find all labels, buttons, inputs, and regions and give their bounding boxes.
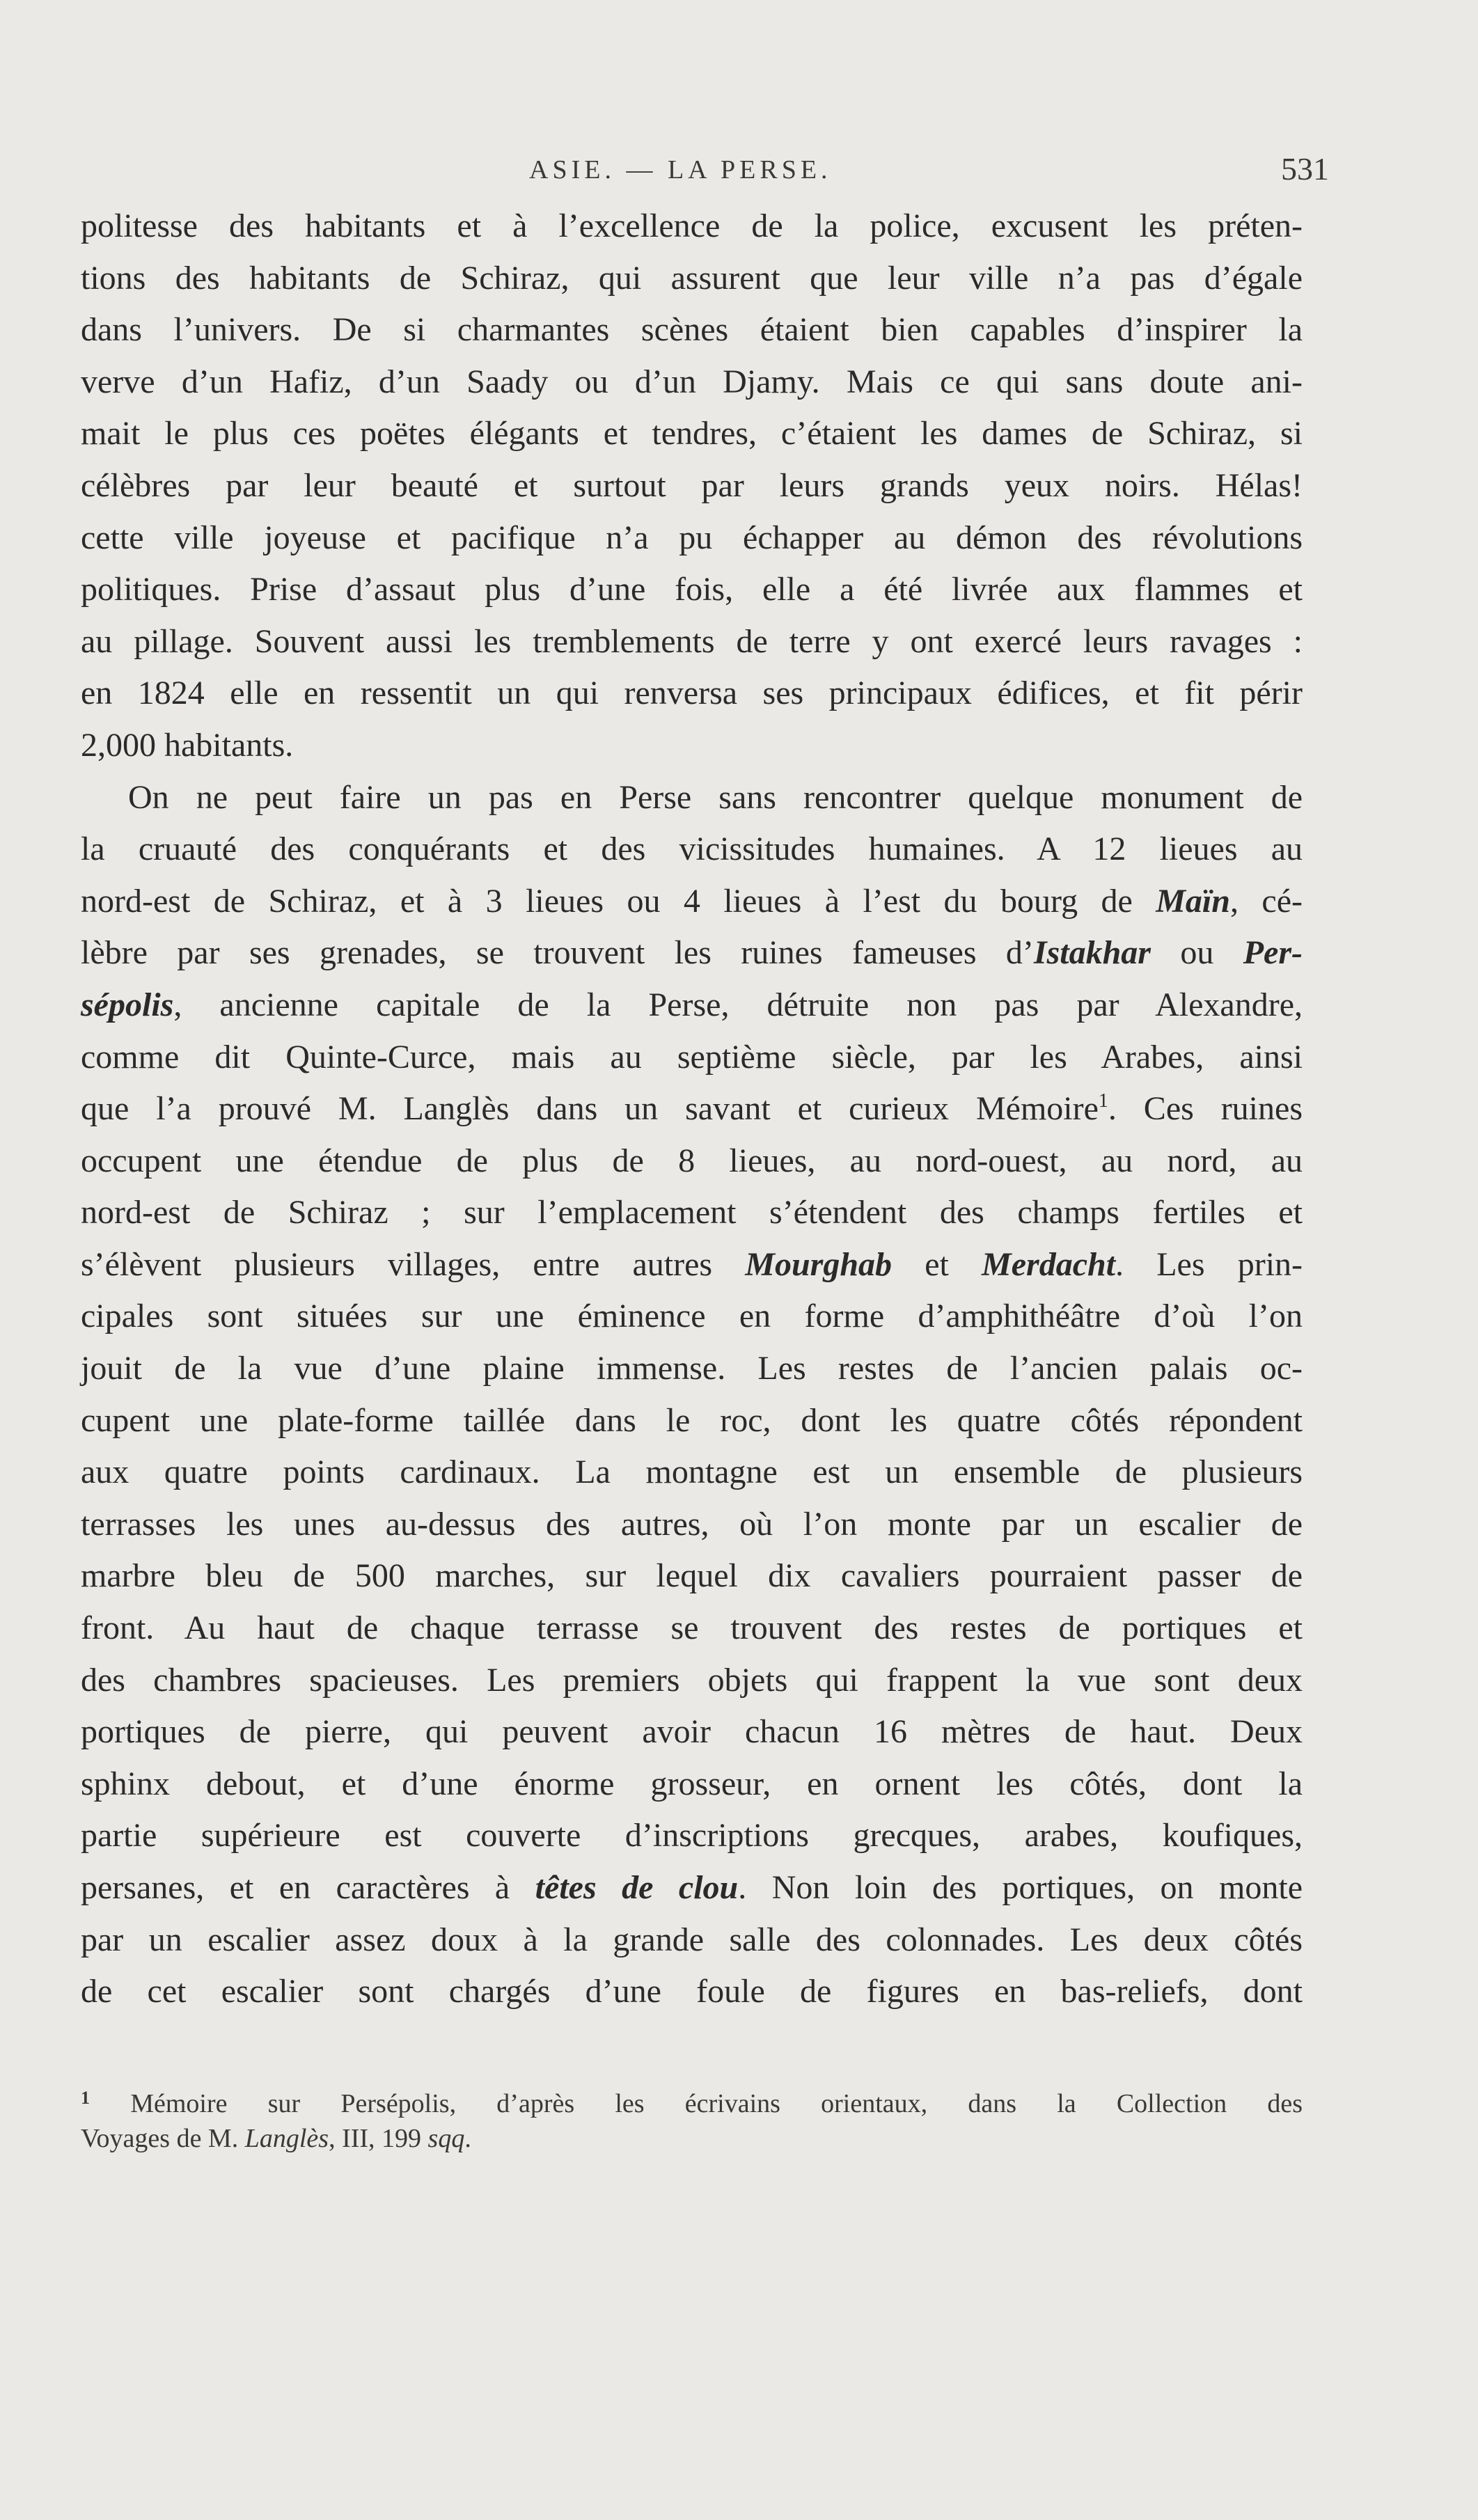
text-line: des chambres spacieuses. Les premiers objets qui frappent la vue sont deux: [81, 1661, 1303, 1699]
abbreviation-italic: sqq: [427, 2124, 465, 2153]
footnote-line: [81, 2078, 1303, 2118]
text-line: mait le plus ces poëtes élégants et tendres, c’étaient les dames de Schiraz, si: [81, 415, 1303, 452]
footnote-mark: 1: [81, 2088, 90, 2108]
footnote-text: Mémoire sur Persépolis, d’après les écrivains orientaux, dans la Collection des: [130, 2089, 1303, 2118]
text-line: terrasses les unes au-dessus des autres, où l’on monte par un escalier de: [81, 1505, 1303, 1543]
place-name-italic: sépolis: [81, 986, 174, 1023]
running-title: ASIE. — LA PERSE.: [529, 155, 832, 184]
text-line: cipales sont situées sur une éminence en forme d’amphithéâtre d’où l’on: [81, 1298, 1303, 1335]
text-line: cette ville joyeuse et pacifique n’a pu échapper au démon des révolutions: [81, 519, 1303, 556]
text-line: politesse des habitants et à l’excellence de la police, excusent les préten-: [81, 207, 1303, 244]
text-line: [81, 1862, 1303, 1914]
text-line: [81, 927, 1303, 979]
text-run: . Les prin-: [1115, 1245, 1303, 1283]
text-line: partie supérieure est couverte d’inscriptions grecques, arabes, koufiques,: [81, 1817, 1303, 1854]
text-run: persanes, et en caractères à: [81, 1869, 535, 1906]
text-run: . Ces ruines: [1108, 1090, 1303, 1128]
text-line: occupent une étendue de plus de 8 lieues, au nord-ouest, au nord, au: [81, 1142, 1303, 1179]
text-run: , cé-: [1229, 882, 1303, 920]
text-line: verve d’un Hafiz, d’un Saady ou d’un Djamy. Mais ce qui sans doute ani-: [81, 363, 1303, 400]
text-line: en 1824 elle en ressentit un qui renversa ses principaux édifices, et fit périr: [81, 675, 1303, 712]
text-line: [81, 1083, 1303, 1135]
text-line: front. Au haut de chaque terrasse se trouvent des restes de portiques et: [81, 1609, 1303, 1647]
emphasis-italic: têtes de clou: [535, 1869, 739, 1906]
text-run: , ancienne capitale de la Perse, détruite non pas par Alexandre,: [173, 986, 1303, 1023]
place-name-italic: Merdacht: [982, 1245, 1116, 1283]
footnote-reference[interactable]: 1: [1098, 1090, 1108, 1112]
text-line: politiques. Prise d’assaut plus d’une fois, elle a été livrée aux flammes et: [81, 571, 1303, 608]
text-line: de cet escalier sont chargés d’une foule de figures en bas-reliefs, dont: [81, 1973, 1303, 2010]
place-name-italic: Istakhar: [1033, 934, 1151, 972]
text-line: au pillage. Souvent aussi les tremblements de terre y ont exercé leurs ravages :: [81, 622, 1303, 660]
footnote-text: , III, 199: [329, 2124, 428, 2153]
text-line: par un escalier assez doux à la grande salle des colonnades. Les deux côtés: [81, 1921, 1303, 1958]
text-run: . Non loin des portiques, on monte: [738, 1869, 1303, 1906]
text-line: [81, 1239, 1303, 1291]
text-line: jouit de la vue d’une plaine immense. Les restes de l’ancien palais oc-: [81, 1350, 1303, 1387]
text-line: comme dit Quinte-Curce, mais au septième siècle, par les Arabes, ainsi: [81, 1038, 1303, 1076]
text-run: s’élèvent plusieurs villages, entre autres: [81, 1245, 746, 1283]
text-line: 2,000 habitants.: [81, 726, 294, 764]
running-head: [0, 151, 1478, 196]
text-line: [81, 876, 1303, 928]
body-text: [81, 200, 1303, 2018]
text-run: que l’a prouvé M. Langlès dans un savant et curieux Mémoire: [81, 1090, 1099, 1128]
text-line: portiques de pierre, qui peuvent avoir chacun 16 mètres de haut. Deux: [81, 1713, 1303, 1751]
text-run: nord-est de Schiraz, et à 3 lieues ou 4 lieues à l’est du bourg de: [81, 882, 1156, 920]
text-run: ou: [1150, 934, 1243, 972]
text-line: dans l’univers. De si charmantes scènes étaient bien capables d’inspirer la: [81, 311, 1303, 349]
text-line: [81, 979, 1303, 1032]
text-line: célèbres par leur beauté et surtout par leurs grands yeux noirs. Hélas!: [81, 466, 1303, 504]
place-name-italic: Maïn: [1156, 882, 1230, 920]
text-run: et: [892, 1245, 982, 1283]
text-line: marbre bleu de 500 marches, sur lequel dix cavaliers pourraient passer de: [81, 1557, 1303, 1595]
text-line: nord-est de Schiraz ; sur l’emplacement s’étendent des champs fertiles et: [81, 1194, 1303, 1231]
text-line: cupent une plate-forme taillée dans le roc, dont les quatre côtés répondent: [81, 1401, 1303, 1439]
text-line: la cruauté des conquérants et des vicissitudes humaines. A 12 lieues au: [81, 830, 1303, 868]
footnote-text: Voyages de M.: [81, 2124, 245, 2153]
text-run: lèbre par ses grenades, se trouvent les ruines fameuses d’: [81, 934, 1034, 972]
footnote: [81, 2078, 1303, 2159]
place-name-italic: Per-: [1243, 934, 1303, 972]
text-line: tions des habitants de Schiraz, qui assurent que leur ville n’a pas d’égale: [81, 259, 1303, 297]
page-number: 531: [1281, 151, 1329, 187]
author-name-italic: Langlès: [244, 2124, 329, 2153]
place-name-italic: Mourghab: [745, 1245, 893, 1283]
footnote-text: .: [464, 2124, 471, 2153]
paragraph-start-line: On ne peut faire un pas en Perse sans rencontrer quelque monument de: [128, 778, 1303, 816]
footnote-line: [81, 2118, 1303, 2159]
text-line: aux quatre points cardinaux. La montagne est un ensemble de plusieurs: [81, 1454, 1303, 1491]
text-line: sphinx debout, et d’une énorme grosseur, en ornent les côtés, dont la: [81, 1765, 1303, 1802]
